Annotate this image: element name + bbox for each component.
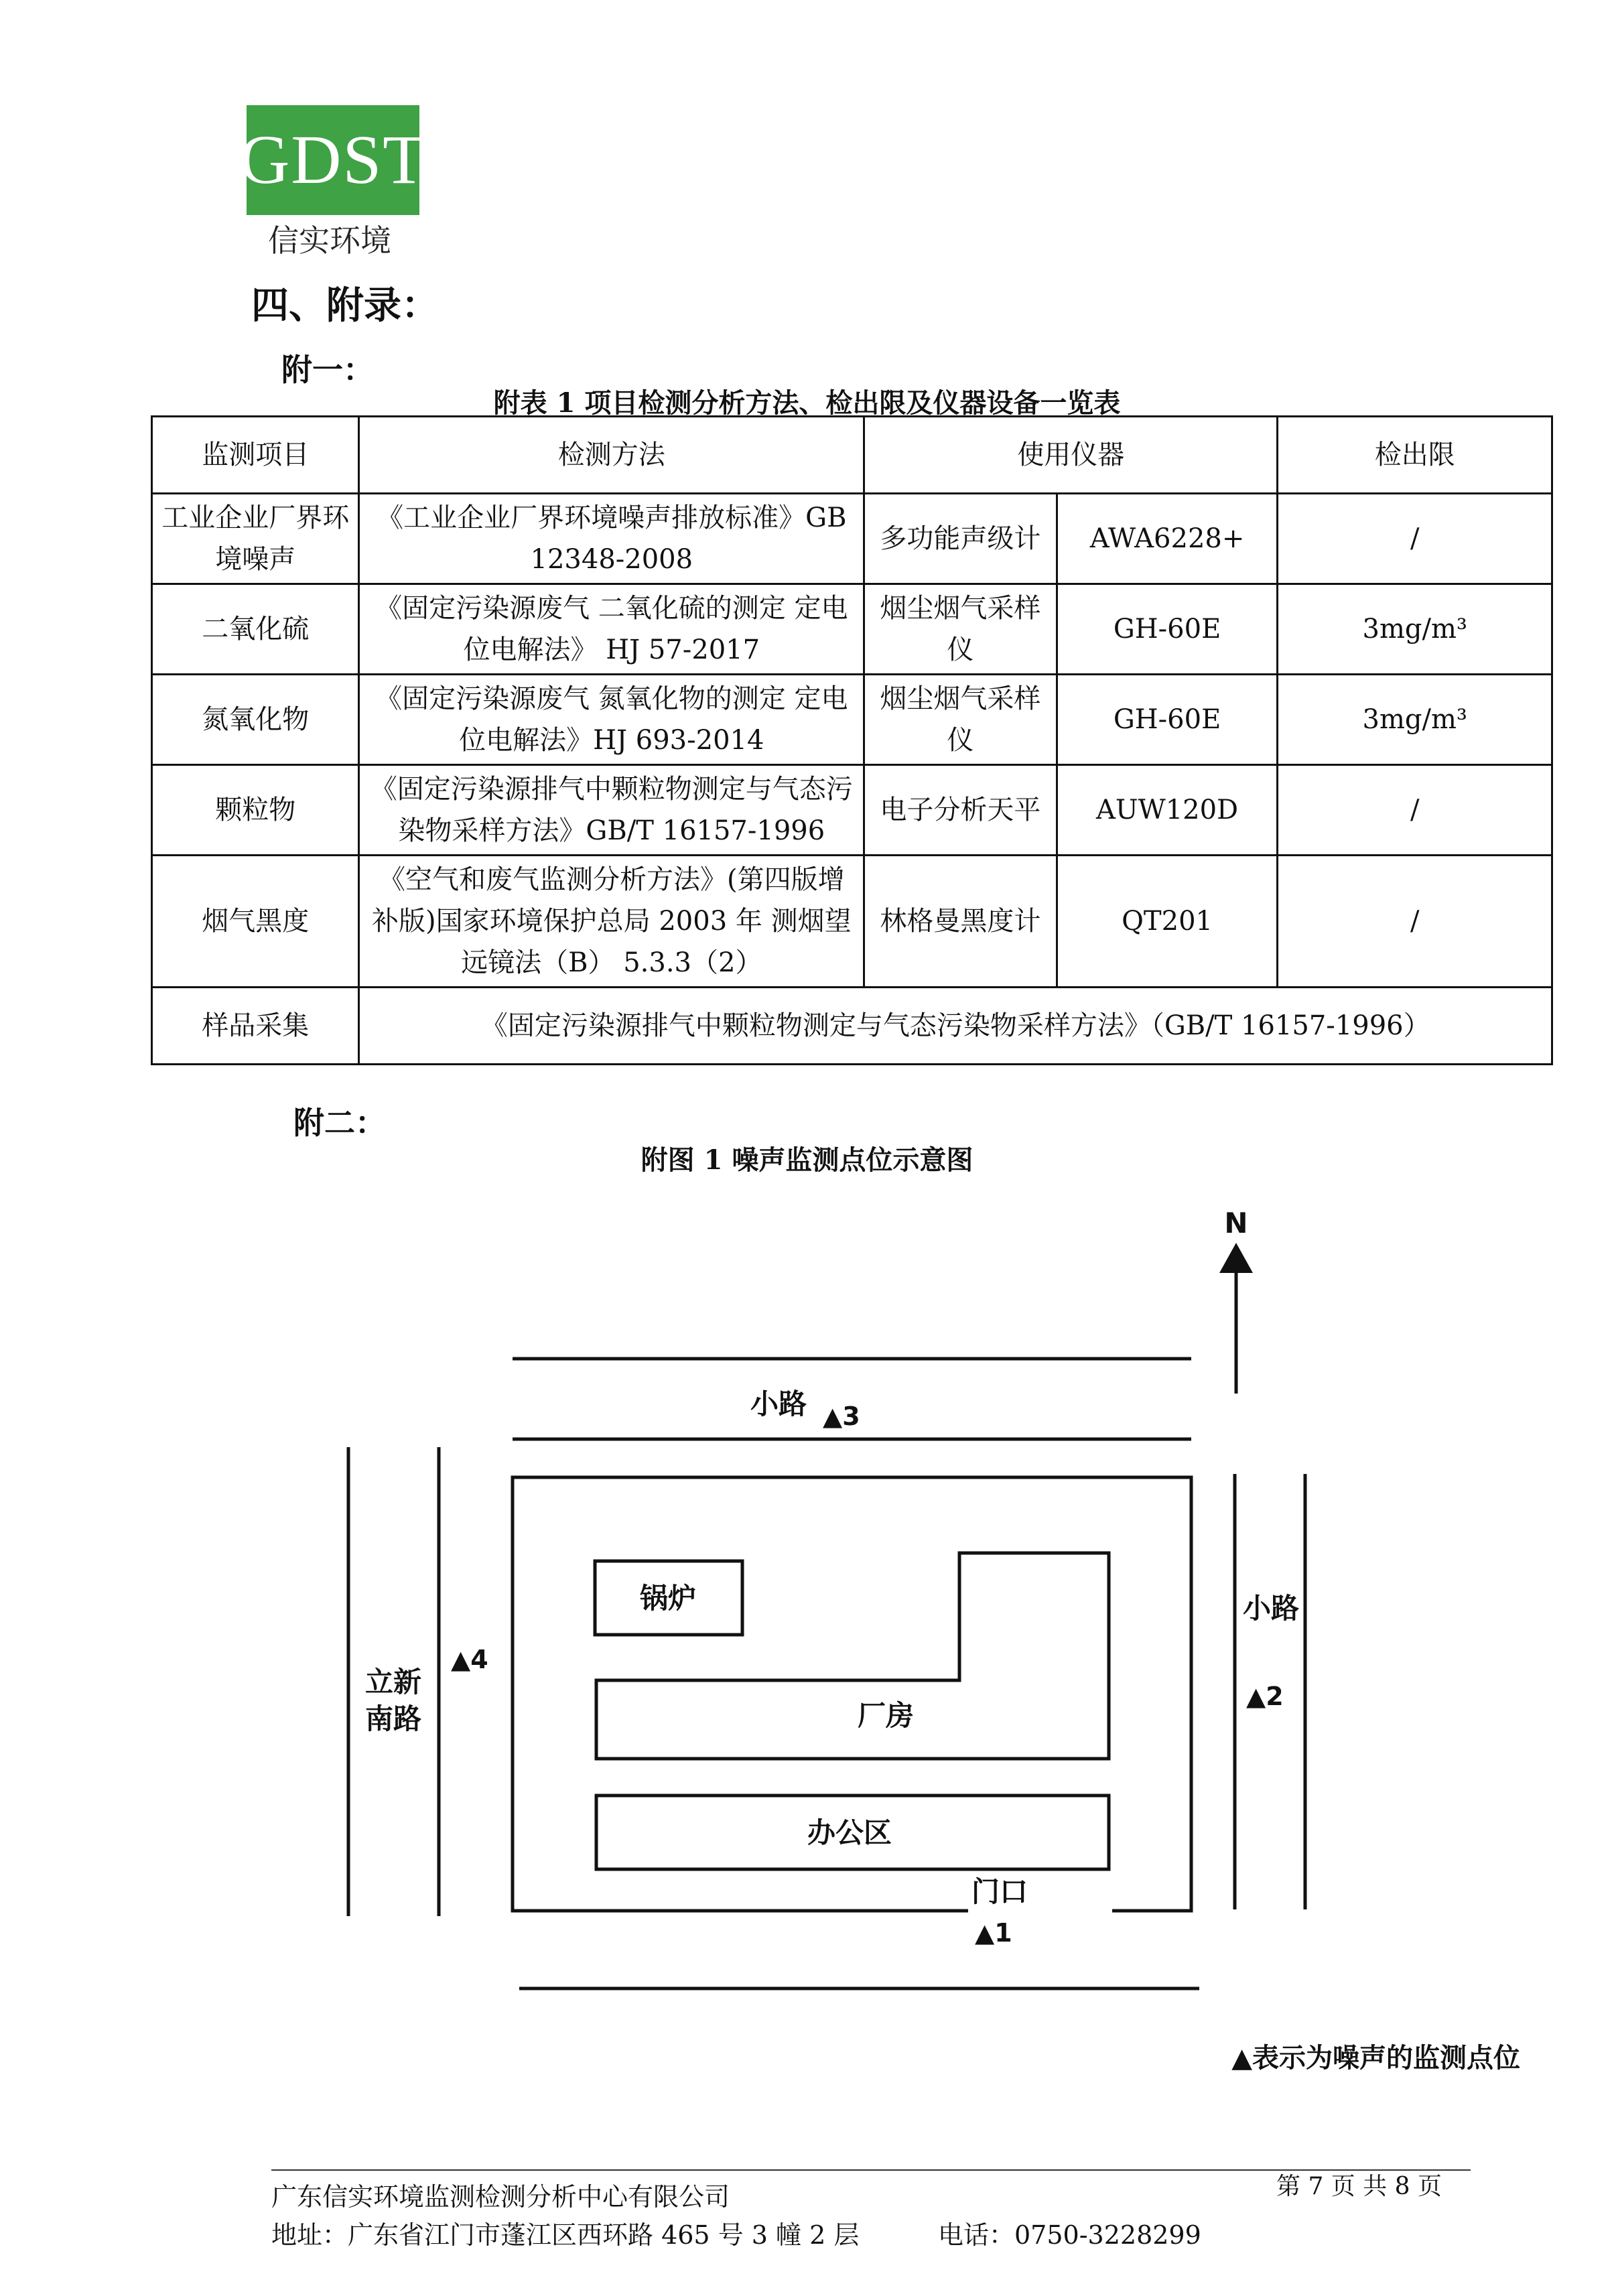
- road-left-label-1: 立新: [365, 1666, 422, 1698]
- point-4-marker: ▲4: [451, 1645, 488, 1674]
- table-title: 附表 1 项目检测分析方法、检出限及仪器设备一览表: [493, 387, 1121, 419]
- cell-method: 《固定污染源排气中颗粒物测定与气态污染物采样方法》GB/T 16157-1996: [359, 765, 864, 856]
- cell-model: AUW120D: [1057, 765, 1278, 856]
- road-left-label-2: 南路: [365, 1702, 422, 1735]
- logo-mark: GDST: [239, 121, 427, 198]
- cell-instrument: 多功能声级计: [864, 494, 1057, 584]
- cell-model: QT201: [1057, 856, 1278, 988]
- cell-limit: /: [1278, 856, 1552, 988]
- cell-item: 工业企业厂界环境噪声: [152, 494, 359, 584]
- cell-method: 《空气和废气监测分析方法》(第四版增补版)国家环境保护总局 2003 年 测烟望远镜法（B） 5.3.3（2）: [359, 856, 864, 988]
- page-number: 第 7 页 共 8 页: [1276, 2173, 1442, 2200]
- table-row-sampling: [152, 988, 1552, 1065]
- cell-method: 《工业企业厂界环境噪声排放标准》GB 12348-2008: [359, 494, 864, 584]
- table-header-row: [152, 417, 1552, 494]
- cell-instrument: 烟尘烟气采样仪: [864, 584, 1057, 675]
- cell-limit: 3mg/m³: [1278, 675, 1552, 765]
- noise-monitoring-map: [0, 1179, 1614, 2017]
- cell-model: GH-60E: [1057, 584, 1278, 675]
- cell-item: 烟气黑度: [152, 856, 359, 988]
- factory-label: 厂房: [858, 1699, 915, 1732]
- logo-name: 信实环境: [268, 222, 391, 259]
- methods-table: [151, 415, 1553, 1065]
- cell-item: 二氧化硫: [152, 584, 359, 675]
- cell-item: 样品采集: [152, 988, 359, 1065]
- table-row: [152, 584, 1552, 675]
- office-label: 办公区: [807, 1816, 892, 1849]
- footer-address: 地址：广东省江门市蓬江区西环路 465 号 3 幢 2 层: [271, 2220, 860, 2250]
- point-3-marker: ▲3: [823, 1402, 860, 1431]
- figure-title: 附图 1 噪声监测点位示意图: [641, 1144, 973, 1176]
- header-method: 检测方法: [359, 417, 864, 494]
- table-row: [152, 494, 1552, 584]
- cell-model: GH-60E: [1057, 675, 1278, 765]
- cell-instrument: 烟尘烟气采样仪: [864, 675, 1057, 765]
- table-row: [152, 856, 1552, 988]
- cell-limit: 3mg/m³: [1278, 584, 1552, 675]
- cell-item: 颗粒物: [152, 765, 359, 856]
- company-logo: [239, 105, 427, 215]
- cell-method: 《固定污染源废气 氮氧化物的测定 定电位电解法》HJ 693-2014: [359, 675, 864, 765]
- cell-item: 氮氧化物: [152, 675, 359, 765]
- point-2-marker: ▲2: [1246, 1682, 1284, 1711]
- map-legend: ▲表示为噪声的监测点位: [1231, 2042, 1520, 2074]
- table-row: [152, 675, 1552, 765]
- road-right-label: 小路: [1243, 1592, 1300, 1625]
- north-arrowhead-icon: [1219, 1243, 1253, 1273]
- header-item: 监测项目: [152, 417, 359, 494]
- footer-company: 广东信实环境监测检测分析中心有限公司: [271, 2182, 730, 2212]
- cell-instrument: 电子分析天平: [864, 765, 1057, 856]
- cell-instrument: 林格曼黑度计: [864, 856, 1057, 988]
- header-instrument: 使用仪器: [864, 417, 1278, 494]
- appendix-1-label: 附一：: [281, 352, 374, 388]
- road-top-label: 小路: [750, 1388, 807, 1420]
- cell-method: 《固定污染源排气中颗粒物测定与气态污染物采样方法》（GB/T 16157-1996）: [359, 988, 1552, 1065]
- cell-limit: /: [1278, 494, 1552, 584]
- north-label: N: [1224, 1207, 1248, 1239]
- cell-limit: /: [1278, 765, 1552, 856]
- cell-method: 《固定污染源废气 二氧化硫的测定 定电位电解法》 HJ 57-2017: [359, 584, 864, 675]
- cell-model: AWA6228+: [1057, 494, 1278, 584]
- gate-label: 门口: [971, 1875, 1028, 1908]
- section-title: 四、附录：: [251, 283, 439, 328]
- table-row: [152, 765, 1552, 856]
- appendix-2-label: 附二：: [293, 1105, 386, 1141]
- boiler-label: 锅炉: [640, 1582, 697, 1615]
- header-limit: 检出限: [1278, 417, 1552, 494]
- point-1-marker: ▲1: [975, 1918, 1012, 1948]
- footer-phone: 电话：0750-3228299: [938, 2220, 1201, 2250]
